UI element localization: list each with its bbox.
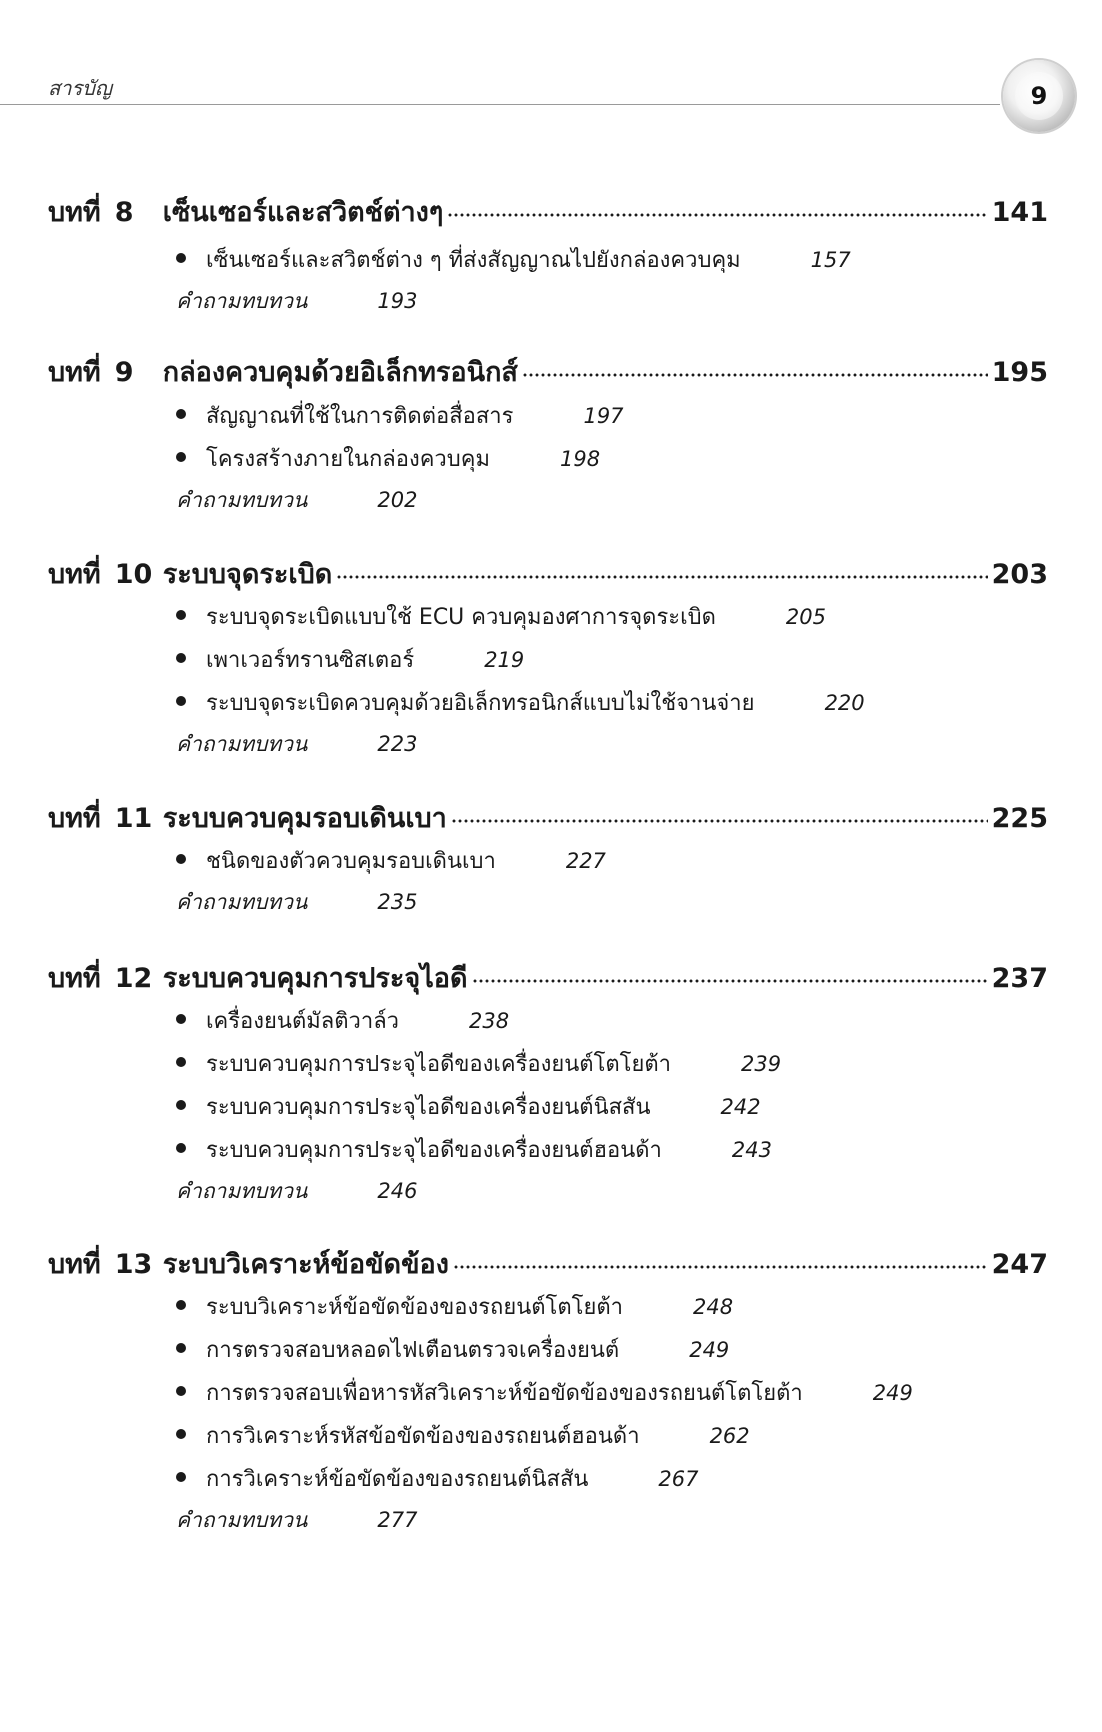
item-text: ระบบควบคุมการประจุไอดีของเครื่องยนต์โตโยต้า: [206, 1052, 672, 1077]
list-item[interactable]: [176, 1332, 729, 1368]
chapter-label: บทที่: [48, 803, 101, 834]
review-page: 202: [377, 488, 418, 512]
chapter-heading[interactable]: [48, 552, 1048, 596]
review-text: คำถามทบทวน: [176, 1179, 308, 1203]
chapter-title: ระบบวิเคราะห์ข้อขัดข้อง: [162, 1249, 449, 1280]
chapter-label: บทที่: [48, 357, 101, 388]
chapter-title: ระบบจุดระเบิด: [162, 559, 333, 590]
review-questions[interactable]: [176, 886, 417, 922]
chapter-label: บทที่: [48, 559, 101, 590]
item-page: 248: [693, 1295, 734, 1319]
chapter-page: 203: [991, 559, 1048, 590]
chapter-heading[interactable]: [48, 190, 1048, 234]
bullet-icon: [176, 653, 186, 663]
item-page: 267: [658, 1467, 699, 1491]
item-text: ระบบจุดระเบิดแบบใช้ ECU ควบคุมองศาการจุดระเบิด: [206, 605, 716, 630]
item-page: 205: [785, 605, 826, 629]
item-page: 238: [469, 1009, 510, 1033]
item-text: ชนิดของตัวควบคุมรอบเดินเบา: [206, 849, 496, 874]
bullet-icon: [176, 253, 186, 263]
chapter-number: 10: [114, 559, 153, 590]
review-page: 223: [377, 732, 418, 756]
list-item[interactable]: [176, 398, 624, 434]
review-page: 246: [377, 1179, 418, 1203]
review-text: คำถามทบทวน: [176, 1508, 308, 1532]
chapter-title: ระบบควบคุมการประจุไอดี: [162, 963, 468, 994]
item-page: 249: [872, 1381, 913, 1405]
item-text: ระบบควบคุมการประจุไอดีของเครื่องยนต์นิสสัน: [206, 1095, 651, 1120]
item-text: เซ็นเซอร์และสวิตช์ต่าง ๆ ที่ส่งสัญญาณไปยังกล่องควบคุม: [206, 248, 741, 273]
item-text: การตรวจสอบเพื่อหารหัสวิเคราะห์ข้อขัดข้องของรถยนต์โตโยต้า: [206, 1381, 803, 1406]
review-page: 193: [377, 289, 418, 313]
item-page: 262: [709, 1424, 750, 1448]
dot-leader: [522, 373, 988, 377]
chapter-heading[interactable]: [48, 796, 1048, 840]
list-item[interactable]: [176, 1089, 761, 1125]
bullet-icon: [176, 1143, 186, 1153]
item-page: 227: [565, 849, 606, 873]
review-page: 277: [377, 1508, 418, 1532]
chapter-number: 12: [114, 963, 153, 994]
review-page: 235: [377, 890, 418, 914]
item-page: 198: [559, 447, 601, 471]
item-text: ระบบวิเคราะห์ข้อขัดข้องของรถยนต์โตโยต้า: [206, 1295, 624, 1320]
chapter-page: 141: [991, 197, 1048, 228]
chapter-page: 247: [991, 1249, 1048, 1280]
list-item[interactable]: [176, 1375, 913, 1411]
item-text: ระบบจุดระเบิดควบคุมด้วยอิเล็กทรอนิกส์แบบไม่ใช้จานจ่าย: [206, 691, 755, 716]
list-item[interactable]: [176, 242, 851, 278]
review-text: คำถามทบทวน: [176, 890, 308, 914]
item-text: สัญญาณที่ใช้ในการติดต่อสื่อสาร: [206, 404, 514, 429]
review-questions[interactable]: [176, 1175, 417, 1211]
chapter-heading[interactable]: [48, 1242, 1048, 1286]
dot-leader: [472, 979, 988, 983]
item-page: 157: [810, 248, 851, 272]
bullet-icon: [176, 1100, 186, 1110]
review-questions[interactable]: [176, 285, 417, 321]
bullet-icon: [176, 1429, 186, 1439]
item-text: ระบบควบคุมการประจุไอดีของเครื่องยนต์ฮอนด้า: [206, 1138, 662, 1163]
list-item[interactable]: [176, 685, 865, 721]
bullet-icon: [176, 1472, 186, 1482]
chapter-title: ระบบควบคุมรอบเดินเบา: [162, 803, 447, 834]
bullet-icon: [176, 1343, 186, 1353]
dot-leader: [453, 1265, 988, 1269]
list-item[interactable]: [176, 599, 826, 635]
chapter-number: 11: [114, 803, 153, 834]
chapter-title: กล่องควบคุมด้วยอิเล็กทรอนิกส์: [162, 357, 518, 388]
header-rule: [0, 104, 1000, 105]
item-page: 219: [484, 648, 525, 672]
item-page: 243: [731, 1138, 772, 1162]
page-number: 9: [1015, 72, 1063, 120]
chapter-heading[interactable]: [48, 350, 1048, 394]
list-item[interactable]: [176, 843, 606, 879]
chapter-page: 237: [991, 963, 1048, 994]
chapter-page: 195: [991, 357, 1048, 388]
chapter-label: บทที่: [48, 963, 101, 994]
item-page: 242: [720, 1095, 761, 1119]
bullet-icon: [176, 1014, 186, 1024]
chapter-number: 9: [114, 357, 134, 388]
bullet-icon: [176, 452, 186, 462]
list-item[interactable]: [176, 1046, 781, 1082]
chapter-title: เซ็นเซอร์และสวิตช์ต่างๆ: [162, 197, 444, 228]
item-page: 239: [741, 1052, 782, 1076]
chapter-label: บทที่: [48, 1249, 101, 1280]
item-text: การตรวจสอบหลอดไฟเตือนตรวจเครื่องยนต์: [206, 1338, 620, 1363]
chapter-label: บทที่: [48, 197, 101, 228]
dot-leader: [336, 575, 987, 579]
list-item[interactable]: [176, 1289, 733, 1325]
item-page: 249: [689, 1338, 730, 1362]
bullet-icon: [176, 610, 186, 620]
chapter-number: 13: [114, 1249, 153, 1280]
review-questions[interactable]: [176, 1504, 417, 1540]
list-item[interactable]: [176, 1461, 699, 1497]
list-item[interactable]: [176, 1418, 750, 1454]
dot-leader: [447, 213, 987, 217]
running-header: สารบัญ: [48, 76, 112, 100]
bullet-icon: [176, 1057, 186, 1067]
list-item[interactable]: [176, 642, 524, 678]
page-number-badge: [1003, 60, 1075, 132]
bullet-icon: [176, 1300, 186, 1310]
item-page: 197: [583, 404, 624, 428]
dot-leader: [451, 819, 988, 823]
bullet-icon: [176, 1386, 186, 1396]
bullet-icon: [176, 696, 186, 706]
list-item[interactable]: [176, 1003, 509, 1039]
list-item[interactable]: [176, 441, 600, 477]
chapter-heading[interactable]: [48, 956, 1048, 1000]
item-text: เพาเวอร์ทรานซิสเตอร์: [206, 648, 415, 673]
review-text: คำถามทบทวน: [176, 732, 308, 756]
list-item[interactable]: [176, 1132, 772, 1168]
review-text: คำถามทบทวน: [176, 289, 308, 313]
item-text: เครื่องยนต์มัลติวาล์ว: [206, 1009, 400, 1034]
bullet-icon: [176, 854, 186, 864]
chapter-number: 8: [114, 197, 134, 228]
review-text: คำถามทบทวน: [176, 488, 308, 512]
review-questions[interactable]: [176, 728, 417, 764]
item-text: การวิเคราะห์รหัสข้อขัดข้องของรถยนต์ฮอนด้า: [206, 1424, 640, 1449]
item-page: 220: [824, 691, 865, 715]
item-text: โครงสร้างภายในกล่องควบคุม: [206, 447, 490, 472]
chapter-page: 225: [991, 803, 1048, 834]
bullet-icon: [176, 409, 186, 419]
review-questions[interactable]: [176, 484, 417, 520]
item-text: การวิเคราะห์ข้อขัดข้องของรถยนต์นิสสัน: [206, 1467, 589, 1492]
